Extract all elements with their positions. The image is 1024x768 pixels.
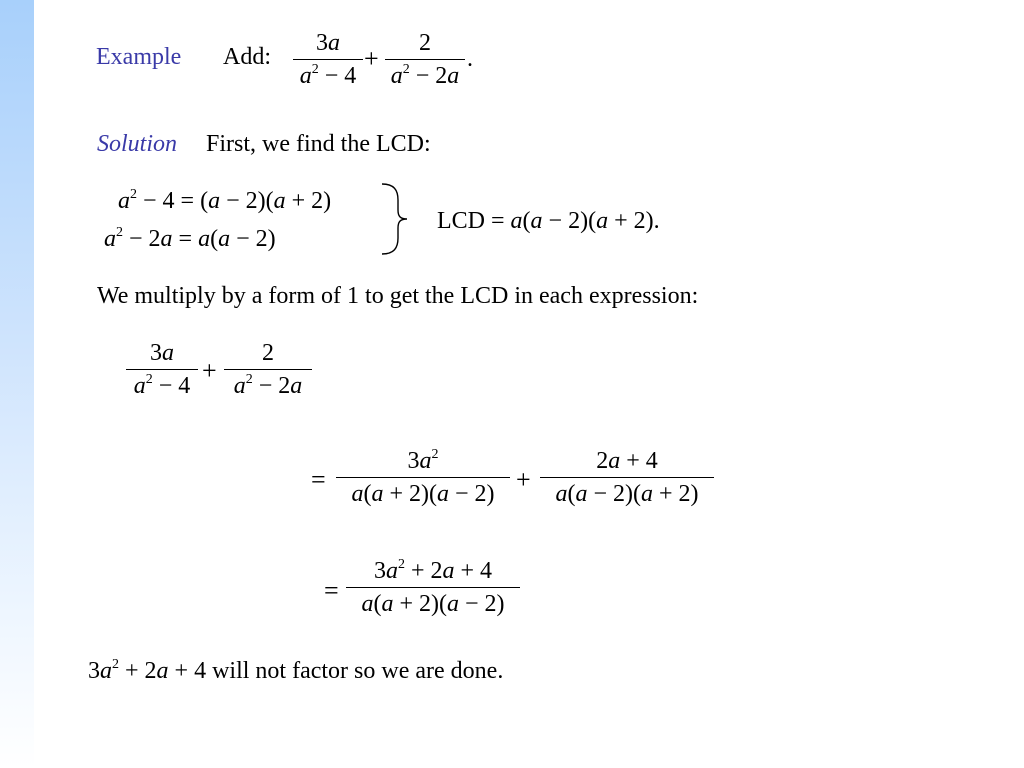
step2-equals: =	[324, 576, 339, 605]
solution-label: Solution	[97, 131, 178, 157]
expression-plus: +	[202, 356, 217, 385]
lcd-result: LCD = a(a − 2)(a + 2).	[437, 208, 660, 234]
problem-fraction-1: 3a $a^2 - 4$	[293, 30, 363, 89]
factor-line-1: $a^2 - 4 = (a - 2)(a + 2)$	[118, 187, 332, 214]
problem-period: .	[467, 46, 473, 72]
expression-fraction-1: 3a $a^2 - 4$	[126, 340, 198, 399]
step2-fraction: $3a^2 + 2a + 4$ a(a + 2)(a − 2)	[346, 558, 520, 617]
side-gradient-bar	[0, 0, 34, 768]
curly-brace-icon	[380, 180, 410, 258]
solution-text: First, we find the LCD:	[206, 131, 431, 157]
conclusion-text: $3a^2 + 2a + 4$ will not factor so we are done.	[88, 657, 504, 684]
step1-fraction-2: 2a + 4 a(a − 2)(a + 2)	[540, 448, 714, 507]
example-label: Example	[96, 44, 182, 70]
problem-fraction-2: 2 $a^2 - 2a$	[385, 30, 465, 89]
problem-plus: +	[364, 44, 379, 73]
factor-line-2: $a^2 - 2a = a(a - 2)$	[104, 225, 276, 252]
multiply-text: We multiply by a form of 1 to get the LCD in each expression:	[97, 283, 699, 309]
step1-equals: =	[311, 465, 326, 494]
step1-plus: +	[516, 465, 531, 494]
step1-fraction-1: $3a^2$ a(a + 2)(a − 2)	[336, 448, 510, 507]
add-instruction: Add:	[223, 44, 271, 70]
expression-fraction-2: 2 $a^2 - 2a$	[224, 340, 312, 399]
